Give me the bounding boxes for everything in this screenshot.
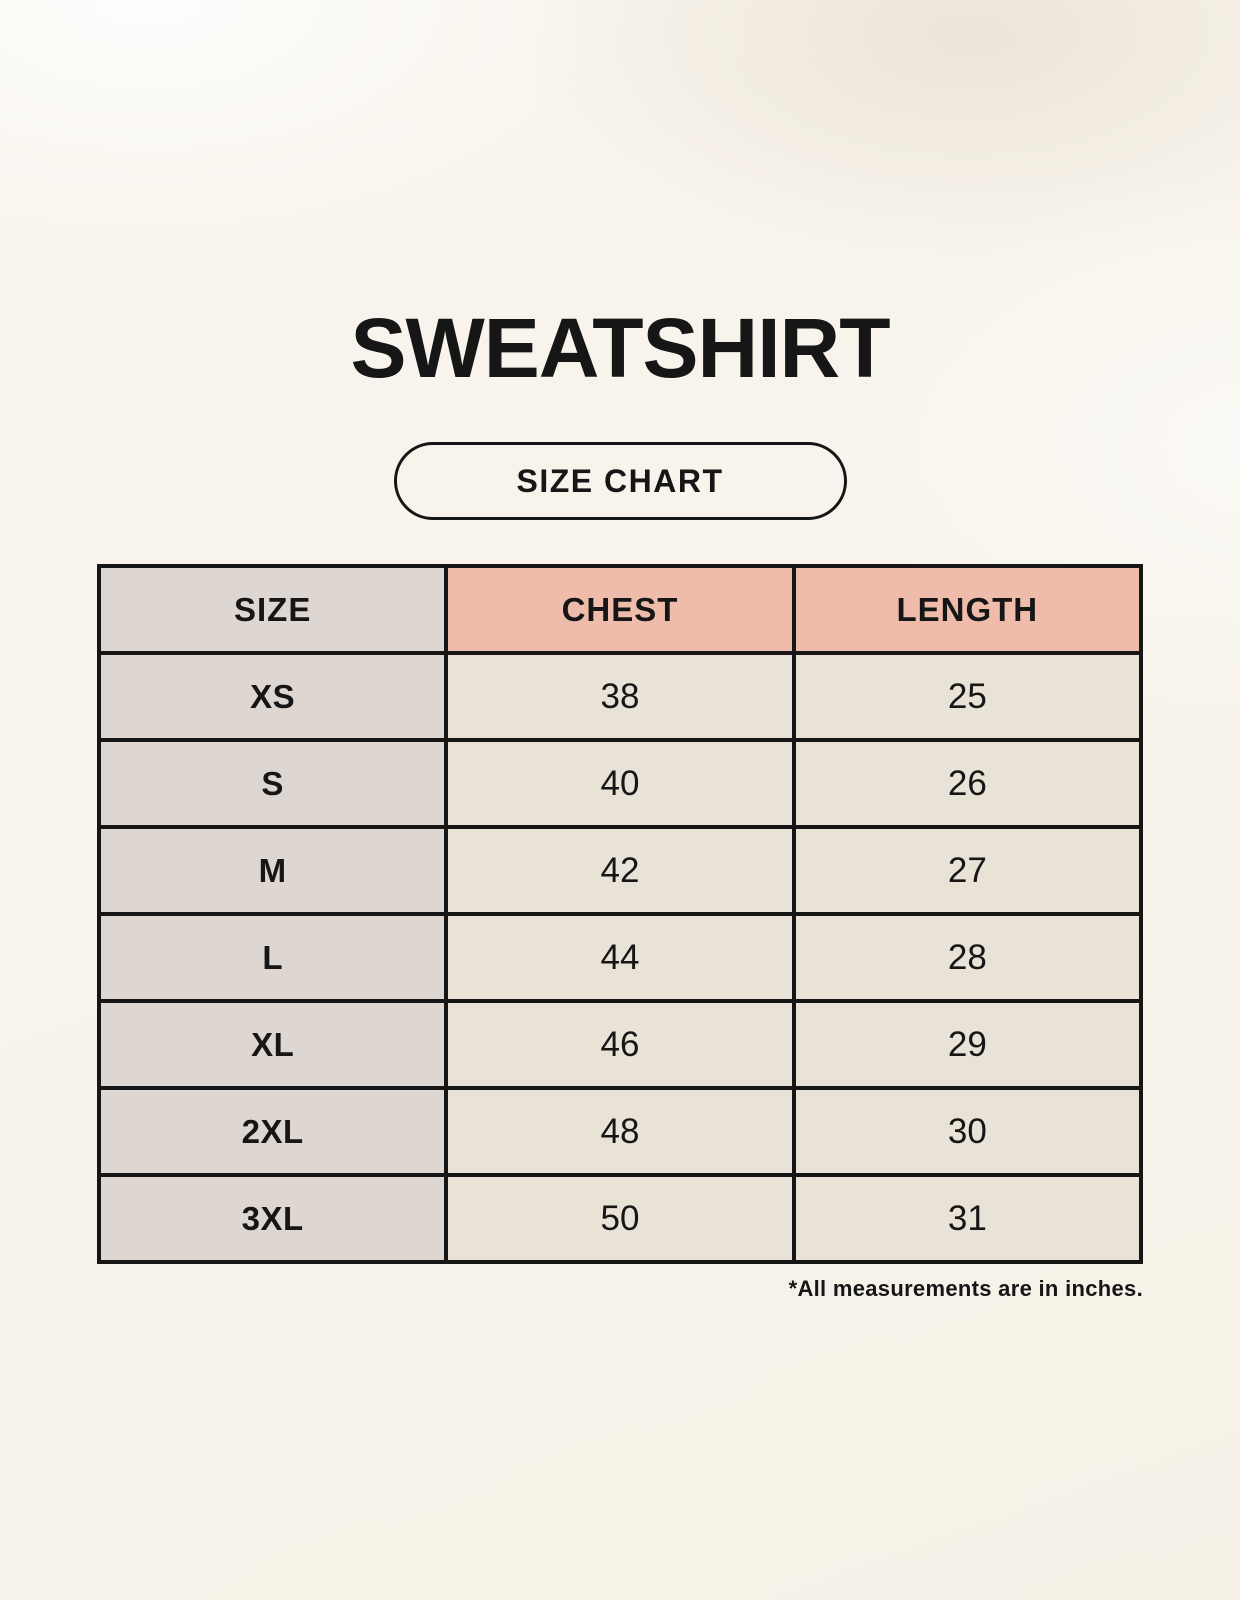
size-label-cell: L: [99, 914, 446, 1001]
length-value-cell: 27: [794, 827, 1141, 914]
table-row: [99, 740, 1141, 827]
chest-value-cell: 40: [446, 740, 793, 827]
length-value-cell: 31: [794, 1175, 1141, 1262]
table-body: [99, 653, 1141, 1262]
size-chart-badge: [394, 442, 847, 520]
page-title: SWEATSHIRT: [350, 301, 890, 395]
table-row: [99, 653, 1141, 740]
length-value-cell: 30: [794, 1088, 1141, 1175]
table-row: [99, 914, 1141, 1001]
length-value-cell: 26: [794, 740, 1141, 827]
table-row: [99, 1175, 1141, 1262]
table-row: [99, 1001, 1141, 1088]
badge-container: [0, 442, 1240, 520]
chest-value-cell: 50: [446, 1175, 793, 1262]
table-row: [99, 1088, 1141, 1175]
length-value-cell: 29: [794, 1001, 1141, 1088]
chest-value-cell: 38: [446, 653, 793, 740]
column-header-length: LENGTH: [794, 566, 1141, 653]
size-label-cell: S: [99, 740, 446, 827]
table-header-row: [99, 566, 1141, 653]
size-label-cell: XL: [99, 1001, 446, 1088]
size-label-cell: M: [99, 827, 446, 914]
size-label-cell: XS: [99, 653, 446, 740]
table-container: [97, 564, 1143, 1302]
table-row: [99, 827, 1141, 914]
size-chart-badge-label: SIZE CHART: [516, 463, 724, 499]
chest-value-cell: 46: [446, 1001, 793, 1088]
chest-value-cell: 44: [446, 914, 793, 1001]
length-value-cell: 25: [794, 653, 1141, 740]
size-label-cell: 3XL: [99, 1175, 446, 1262]
measurements-footnote: *All measurements are in inches.: [788, 1276, 1143, 1301]
size-chart-table: [97, 564, 1143, 1264]
column-header-chest: CHEST: [446, 566, 793, 653]
chest-value-cell: 48: [446, 1088, 793, 1175]
column-header-size: SIZE: [99, 566, 446, 653]
chest-value-cell: 42: [446, 827, 793, 914]
length-value-cell: 28: [794, 914, 1141, 1001]
size-label-cell: 2XL: [99, 1088, 446, 1175]
